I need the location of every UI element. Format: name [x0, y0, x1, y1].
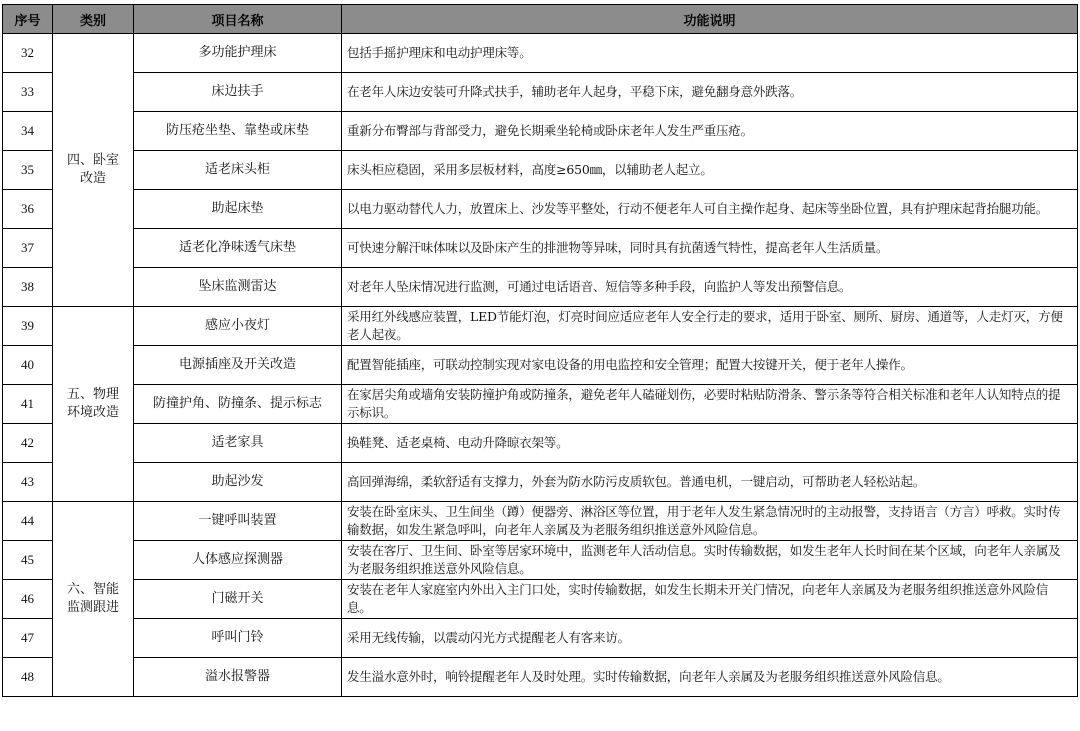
item-description: 安装在老年人家庭室内外出入主门口处，实时传输数据，如发生长期未开关门情况，向老年人亲属及为老服务组织推送意外风险信息。	[342, 580, 1078, 619]
item-description: 包括手摇护理床和电动护理床等。	[342, 34, 1078, 73]
table-row	[3, 424, 1078, 463]
category-cell: 四、卧室改造	[53, 34, 134, 307]
item-name: 人体感应探测器	[134, 541, 342, 580]
item-description: 采用无线传输，以震动闪光方式提醒老人有客来访。	[342, 619, 1078, 658]
row-number: 33	[3, 73, 53, 112]
row-number: 32	[3, 34, 53, 73]
header-item-name: 项目名称	[134, 5, 342, 34]
table-row	[3, 658, 1078, 697]
row-number: 48	[3, 658, 53, 697]
table-row	[3, 502, 1078, 541]
item-description: 采用红外线感应装置，LED节能灯泡，灯亮时间应适应老年人安全行走的要求，适用于卧室、厕所、厨房、通道等，人走灯灭，方便老人起夜。	[342, 307, 1078, 346]
item-description: 换鞋凳、适老桌椅、电动升降晾衣架等。	[342, 424, 1078, 463]
item-name: 防撞护角、防撞条、提示标志	[134, 385, 342, 424]
row-number: 47	[3, 619, 53, 658]
table-row	[3, 619, 1078, 658]
category-cell: 六、智能监测跟进	[53, 502, 134, 697]
item-description: 安装在客厅、卫生间、卧室等居家环境中，监测老年人活动信息。实时传输数据，如发生老年人长时间在某个区域，向老年人亲属及为老服务组织推送意外风险信息。	[342, 541, 1078, 580]
item-description: 对老年人坠床情况进行监测，可通过电话语音、短信等多种手段，向监护人等发出预警信息。	[342, 268, 1078, 307]
item-description: 在老年人床边安装可升降式扶手，辅助老年人起身，平稳下床，避免翻身意外跌落。	[342, 73, 1078, 112]
item-name: 多功能护理床	[134, 34, 342, 73]
item-name: 助起沙发	[134, 463, 342, 502]
table-row	[3, 541, 1078, 580]
item-name: 适老家具	[134, 424, 342, 463]
item-name: 呼叫门铃	[134, 619, 342, 658]
table-row	[3, 112, 1078, 151]
table-row	[3, 73, 1078, 112]
table-row	[3, 151, 1078, 190]
item-name: 适老化净味透气床垫	[134, 229, 342, 268]
item-description: 配置智能插座，可联动控制实现对家电设备的用电监控和安全管理；配置大按键开关，便于老年人操作。	[342, 346, 1078, 385]
row-number: 42	[3, 424, 53, 463]
item-name: 感应小夜灯	[134, 307, 342, 346]
item-name: 适老床头柜	[134, 151, 342, 190]
table-row	[3, 463, 1078, 502]
item-description: 重新分布臀部与背部受力，避免长期乘坐轮椅或卧床老年人发生严重压疮。	[342, 112, 1078, 151]
category-cell: 五、物理环境改造	[53, 307, 134, 502]
row-number: 44	[3, 502, 53, 541]
table-row	[3, 307, 1078, 346]
item-description: 在家居尖角或墙角安装防撞护角或防撞条，避免老年人磕碰划伤，必要时粘贴防滑条、警示条等符合相关标准和老年人认知特点的提示标识。	[342, 385, 1078, 424]
table-row	[3, 385, 1078, 424]
table-row	[3, 268, 1078, 307]
row-number: 36	[3, 190, 53, 229]
table-row	[3, 346, 1078, 385]
item-description: 发生溢水意外时，响铃提醒老年人及时处理。实时传输数据，向老年人亲属及为老服务组织推送意外风险信息。	[342, 658, 1078, 697]
table-row	[3, 34, 1078, 73]
item-name: 门磁开关	[134, 580, 342, 619]
item-description: 以电力驱动替代人力，放置床上、沙发等平整处，行动不便老年人可自主操作起身、起床等坐卧位置，具有护理床起背抬腿功能。	[342, 190, 1078, 229]
table-row	[3, 190, 1078, 229]
table-header-row	[3, 5, 1078, 34]
item-description: 床头柜应稳固，采用多层板材料，高度≥650㎜，以辅助老人起立。	[342, 151, 1078, 190]
row-number: 38	[3, 268, 53, 307]
row-number: 41	[3, 385, 53, 424]
row-number: 37	[3, 229, 53, 268]
row-number: 46	[3, 580, 53, 619]
item-name: 床边扶手	[134, 73, 342, 112]
table-row	[3, 229, 1078, 268]
row-number: 35	[3, 151, 53, 190]
header-serial-number: 序号	[3, 5, 53, 34]
item-name: 防压疮坐垫、靠垫或床垫	[134, 112, 342, 151]
table-row	[3, 580, 1078, 619]
row-number: 39	[3, 307, 53, 346]
item-description: 可快速分解汗味体味以及卧床产生的排泄物等异味，同时具有抗菌透气特性，提高老年人生活质量。	[342, 229, 1078, 268]
header-category: 类别	[53, 5, 134, 34]
item-description: 高回弹海绵，柔软舒适有支撑力，外套为防水防污皮质软包。普通电机，一键启动，可帮助老人轻松站起。	[342, 463, 1078, 502]
row-number: 45	[3, 541, 53, 580]
row-number: 40	[3, 346, 53, 385]
item-name: 助起床垫	[134, 190, 342, 229]
row-number: 43	[3, 463, 53, 502]
item-description: 安装在卧室床头、卫生间坐（蹲）便器旁、淋浴区等位置，用于老年人发生紧急情况时的主动报警，支持语言（方言）呼救。实时传输数据，如发生紧急呼叫，向老年人亲属及为老服务组织推送意外风险信息。	[342, 502, 1078, 541]
item-name: 一键呼叫装置	[134, 502, 342, 541]
row-number: 34	[3, 112, 53, 151]
item-name: 溢水报警器	[134, 658, 342, 697]
item-name: 电源插座及开关改造	[134, 346, 342, 385]
item-name: 坠床监测雷达	[134, 268, 342, 307]
facilities-table	[2, 4, 1078, 697]
header-function-description: 功能说明	[342, 5, 1078, 34]
